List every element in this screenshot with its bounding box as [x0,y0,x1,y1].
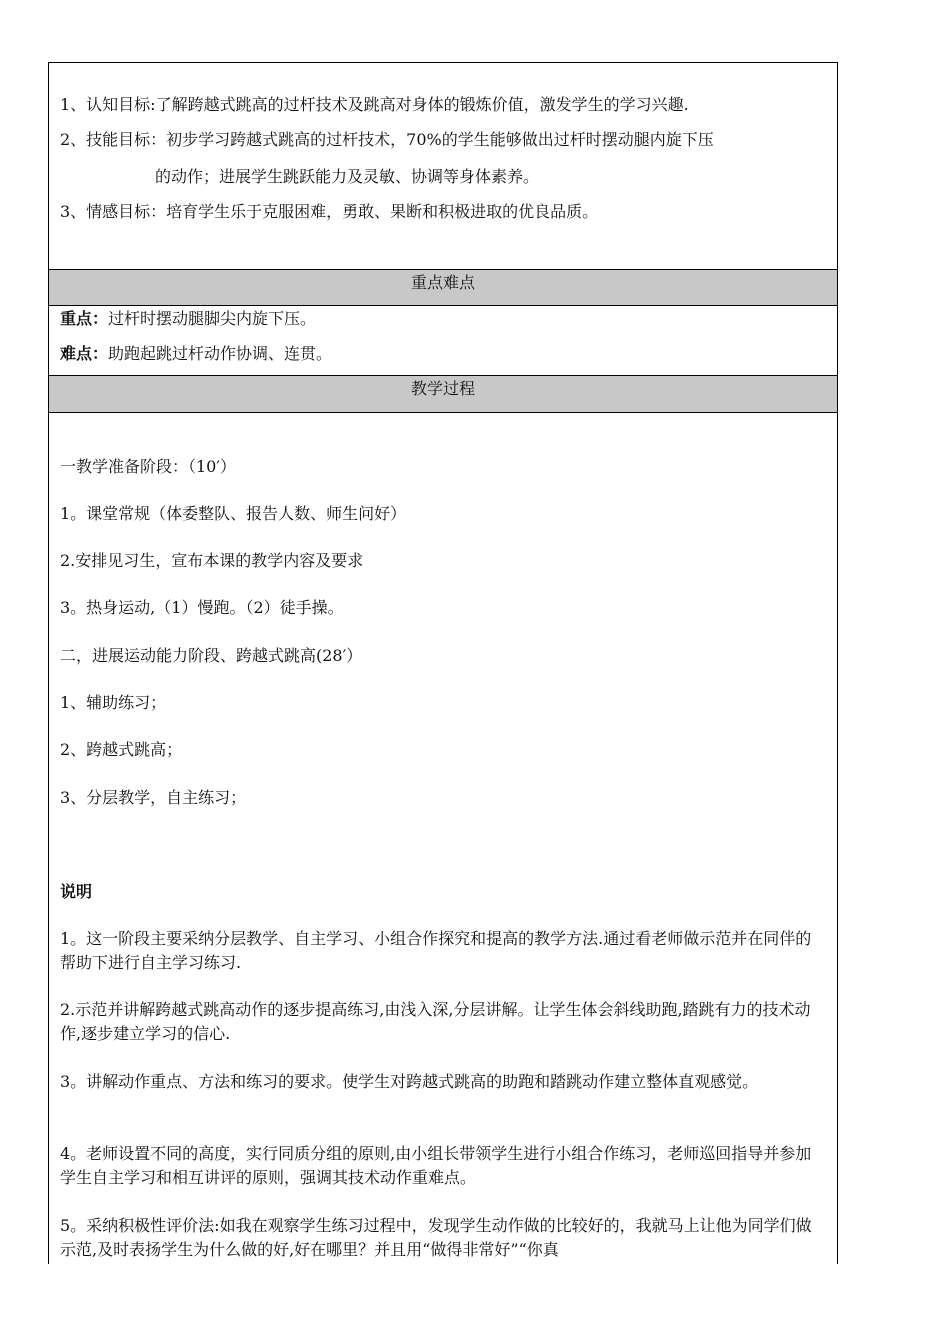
process-line: 2.安排见习生，宣布本课的教学内容及要求 [60,551,364,570]
difficulty-text: 助跑起跳过杆动作协调、连贯。 [108,344,333,363]
key-points-header-label: 重点难点 [410,273,475,292]
process-line: 一教学准备阶段：（10′） [60,457,236,476]
objective-skill-continued: 的动作；进展学生跳跃能力及灵敏、协调等身体素养。 [155,167,540,186]
process-line: 二，进展运动能力阶段、跨越式跳高(28′） [60,646,363,665]
process-line: 1、辅助练习； [60,693,167,712]
key-points-header [49,269,837,306]
focus-label: 重点： [60,309,109,328]
note-item: 4。老师设置不同的高度，实行同质分组的原则,由小组长带领学生进行小组合作练习，老师巡回指导并参加学生自主学习和相互讲评的原则，强调其技术动作重难点。 [60,1144,812,1187]
lesson-plan-table [48,62,838,1264]
note-item: 5。采纳积极性评价法:如我在观察学生练习过程中，发现学生动作做的比较好的，我就马上让他为同学们做示范,及时表扬学生为什么做的好,好在哪里？并且用“做得非常好”“你真 [60,1216,812,1259]
note-item: 2.示范并讲解跨越式跳高动作的逐步提高练习,由浅入深,分层讲解。让学生体会斜线助跑,踏跳有力的技术动作,逐步建立学习的信心. [60,1000,811,1043]
process-line: 1。课堂常规（体委整队、报告人数、师生问好） [60,504,407,523]
note-item: 1。这一阶段主要采纳分层教学、自主学习、小组合作探究和提高的教学方法.通过看老师做示范并在同伴的帮助下进行自主学习练习. [60,929,812,972]
difficulty-label: 难点： [60,344,109,363]
process-line: 3。热身运动,（1）慢跑。（2）徒手操。 [60,598,344,617]
difficulty-point [60,344,332,364]
objective-skill: 2、技能目标：初步学习跨越式跳高的过杆技术，70%的学生能够做出过杆时摆动腿内旋下压 [60,130,714,149]
focus-point [60,309,316,329]
focus-text: 过杆时摆动腿脚尖内旋下压。 [108,309,317,328]
process-line: 2、跨越式跳高； [60,740,183,759]
process-header-label: 教学过程 [410,379,475,398]
objective-cognitive: 1、认知目标:了解跨越式跳高的过杆技术及跳高对身体的锻炼价值，激发学生的学习兴趣. [60,95,689,114]
objective-affective: 3、情感目标：培育学生乐于克服困难，勇敢、果断和积极进取的优良品质。 [60,202,599,221]
notes-title: 说明 [60,882,93,901]
process-line: 3、分层教学，自主练习； [60,788,247,807]
process-header [49,375,837,413]
note-item: 3。讲解动作重点、方法和练习的要求。使学生对跨越式跳高的助跑和踏跳动作建立整体直观感觉。 [60,1072,759,1091]
